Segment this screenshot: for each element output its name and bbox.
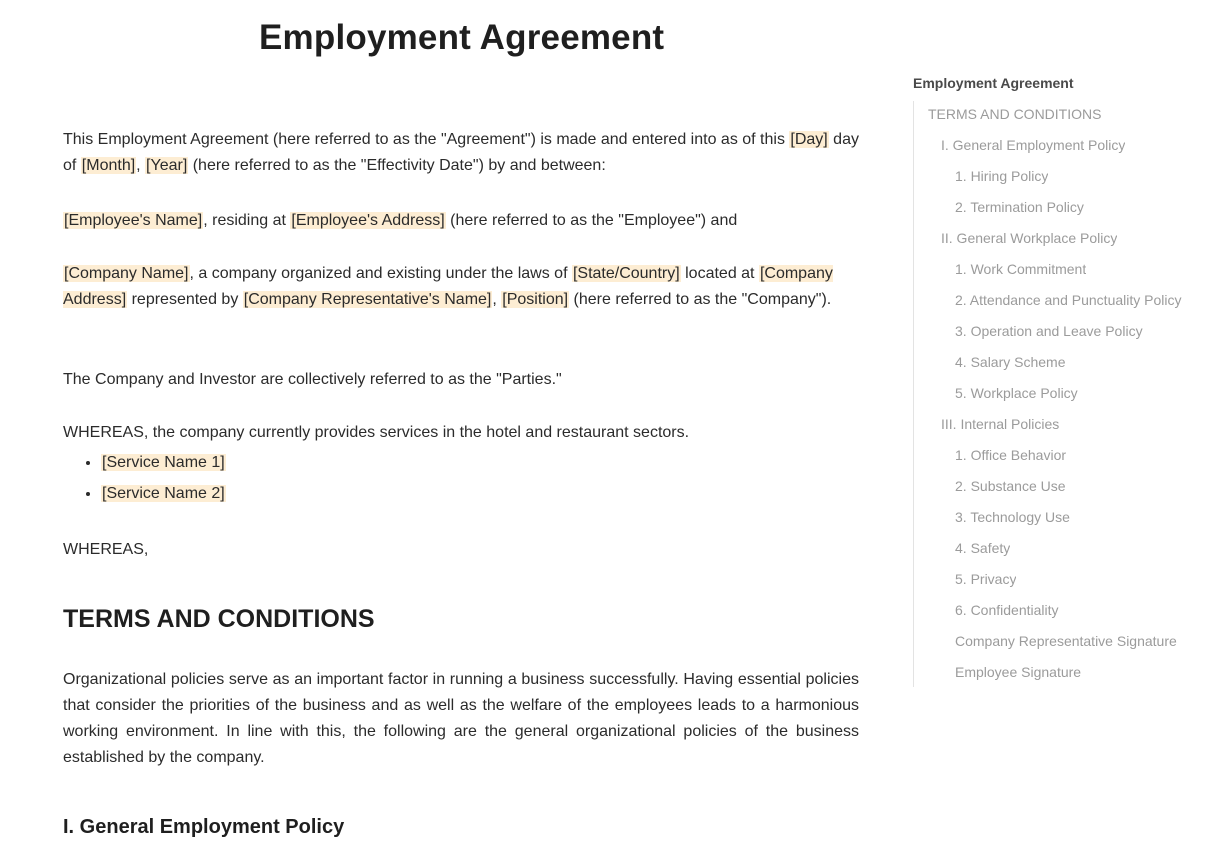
- position-placeholder[interactable]: [Position]: [502, 291, 569, 308]
- toc-item-general-employment[interactable]: I. General Employment Policy: [941, 137, 1126, 153]
- toc-divider: [913, 101, 914, 687]
- service-placeholder[interactable]: [Service Name 2]: [102, 485, 225, 502]
- toc-item-workplace-policy[interactable]: 5. Workplace Policy: [955, 385, 1078, 401]
- whereas-paragraph-2: WHEREAS,: [63, 541, 149, 558]
- list-item: [101, 447, 226, 478]
- toc-item-company-signature[interactable]: Company Representative Signature: [955, 633, 1177, 649]
- company-name-placeholder[interactable]: [Company Name]: [64, 265, 189, 282]
- document-title: Employment Agreement: [259, 18, 665, 57]
- toc-item-work-commitment[interactable]: 1. Work Commitment: [955, 261, 1087, 277]
- employee-name-placeholder[interactable]: [Employee's Name]: [64, 212, 203, 229]
- employee-paragraph: [Employee's Name], residing at [Employee's Address] (here referred to as the "Employee") and: [64, 212, 738, 229]
- toc-item-privacy[interactable]: 5. Privacy: [955, 571, 1017, 587]
- toc-item-substance-use[interactable]: 2. Substance Use: [955, 478, 1066, 494]
- toc-item-confidentiality[interactable]: 6. Confidentiality: [955, 602, 1059, 618]
- service-placeholder[interactable]: [Service Name 1]: [102, 454, 225, 471]
- toc-item-safety[interactable]: 4. Safety: [955, 540, 1011, 556]
- toc-item-attendance[interactable]: 2. Attendance and Punctuality Policy: [955, 292, 1182, 308]
- month-placeholder[interactable]: [Month]: [81, 157, 136, 174]
- toc-item-employee-signature[interactable]: Employee Signature: [955, 664, 1082, 680]
- day-placeholder[interactable]: [Day]: [790, 131, 828, 148]
- company-representative-placeholder[interactable]: [Company Representative's Name]: [243, 291, 492, 308]
- company-paragraph: [Company Name], a company organized and existing under the laws of [State/Country] located at [Company Address] represented by [Company Representative's Name], [Position] (here referred to as the "Company").: [63, 265, 833, 308]
- terms-paragraph: Organizational policies serve as an important factor in running a business successfully. Having essential policies that consider the priorities of the business and as well as the welfare of the employees leads to a harmonious working environment. In line with this, the following are the general organizational policies of the business established by the company.: [63, 671, 859, 766]
- toc-item-salary[interactable]: 4. Salary Scheme: [955, 354, 1066, 370]
- terms-heading: TERMS AND CONDITIONS: [63, 605, 375, 633]
- services-list: [63, 447, 226, 509]
- toc-item-internal-policies[interactable]: III. Internal Policies: [941, 416, 1060, 432]
- toc-item-hiring[interactable]: 1. Hiring Policy: [955, 168, 1049, 184]
- toc-item-terms[interactable]: TERMS AND CONDITIONS: [928, 106, 1102, 122]
- toc-item-operation-leave[interactable]: 3. Operation and Leave Policy: [955, 323, 1143, 339]
- toc-item-general-workplace[interactable]: II. General Workplace Policy: [941, 230, 1118, 246]
- year-placeholder[interactable]: [Year]: [146, 157, 188, 174]
- toc-title[interactable]: Employment Agreement: [913, 75, 1074, 91]
- whereas-paragraph: WHEREAS, the company currently provides services in the hotel and restaurant sectors.: [63, 424, 690, 441]
- list-item: [101, 478, 226, 509]
- state-country-placeholder[interactable]: [State/Country]: [572, 265, 680, 282]
- intro-paragraph: This Employment Agreement (here referred to as the "Agreement") is made and entered into as of this [Day] day of [Month], [Year] (here referred to as the "Effectivity Date") by and between:: [63, 131, 859, 174]
- toc-item-termination[interactable]: 2. Termination Policy: [955, 199, 1084, 215]
- parties-paragraph: The Company and Investor are collectively referred to as the "Parties.": [63, 371, 562, 388]
- section-heading: I. General Employment Policy: [63, 816, 345, 838]
- employee-address-placeholder[interactable]: [Employee's Address]: [291, 212, 445, 229]
- company-address-placeholder[interactable]: [Company Address]: [63, 265, 833, 308]
- toc-item-office-behavior[interactable]: 1. Office Behavior: [955, 447, 1067, 463]
- toc-item-technology-use[interactable]: 3. Technology Use: [955, 509, 1070, 525]
